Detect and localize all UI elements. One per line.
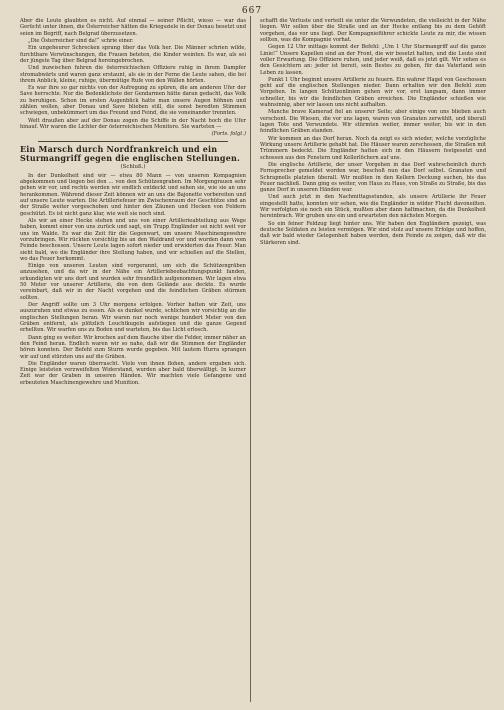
paragraph: schafft die Verluste und verteilt sie unter die Verwundeten, die vielleicht in der Nähe liegen. Wir sollen über die Straße und an der Hecke entlang bis zu dem Gehöft vorgehen, das vor uns liegt. Der Kompagnieführer schickte Leute zu mir, die wissen sollten, was die Kompagnie vorhat. <box>260 18 486 43</box>
paragraph: Und inzwischen fuhren die österreichischen Offiziere ruhig in ihrem Dampfer stromabwärts und waren ganz erstaunt, als sie in der Ferne die Leute sahen, die bei ihrem Anblick, kleine, ruhige, übermütige Rufe von den Wällen hörten. <box>20 65 246 84</box>
paragraph: Einige von unseren Leuten sind vorgerannt, um sich die Schützengräben anzusehen, und da wir in der Nähe ein Artilleriebeobachtungspunkt fanden, erkundigten wir uns dort und wurden sehr freundlich aufgenommen. Wir lagen etwa 50 Meter vor unserer Artillerie, die von dem Gelände aus deckte. Es wurde vereinbart, daß wir in der Nacht vorgehen und die feindlichen Gräben stürmen sollten. <box>20 263 246 301</box>
paragraph: Die englische Artillerie, der unser Vorgehen in das Dorf wahrscheinlich durch Fernsprecher gemeldet worden war, beschoß nun das Dorf selbst. Granaten und Schrapnells platzten überall. Wir mußten in den Kellern Deckung suchen, bis das Feuer nachließ. Dann ging es weiter, von Haus zu Haus, von Straße zu Straße, bis das ganze Dorf in unseren Händen war. <box>260 161 486 194</box>
paragraph: Gegen 12 Uhr mittags kommt der Befehl: „Um 1 Uhr Sturmangriff auf die ganze Linie!“ Unsere Kapellen sind an der Front, die wir besetzt halten, und die Leute sind voller Erwartung. Die Offiziere ruhen, und jeder weiß, daß es jetzt gilt. Wir sehen es den Gesichtern an: jeder ist bereit, sein Bestes zu geben, für das Vaterland sein Leben zu lassen. <box>260 44 486 76</box>
paragraph: Wir kommen an das Dorf heran. Noch da zeigt es sich wieder, welche vorzügliche Wirkung unsere Artillerie gehabt hat. Die Häuser waren zerschossen, die Straßen mit Trümmern bedeckt. Die Engländer hatten sich in den Häusern festgesetzt und schossen aus den Fenstern und Kellerlöchern auf uns. <box>260 135 486 161</box>
paragraph: Und auch jetzt in den Nachmittagsstunden, als unsere Artillerie ihr Feuer eingestellt hatte, konnten wir sehen, wie die Engländer in wilder Flucht davoneilten. Wir verfolgten sie noch ein Stück, mußten aber dann haltmachen, da die Dunkelheit hereinbrach. Wir gruben uns ein und erwarteten den nächsten Morgen. <box>260 194 486 220</box>
paragraph: Punkt 1 Uhr beginnt unsere Artillerie zu feuern. Ein wahrer Hagel von Geschossen geht auf die englischen Stellungen nieder. Dann erhalten wir den Befehl zum Vorgehen. In langen Schützenlinien gehen wir vor, erst langsam, dann immer schneller, bis wir die feindlichen Gräben erreichen. Die Engländer schießen wie wahnsinnig, aber wir lassen uns nicht aufhalten. <box>260 76 486 109</box>
section-rule <box>38 141 228 142</box>
paragraph: Ein ungeheurer Schrecken sprang über das Volk her. Die Männer schrien wilde, furchtbare Verwünschungen, die Frauen beteten, die Kinder weinten. Es war, als sei der jüngste Tag über Belgrad hereingebrochen. <box>20 45 246 64</box>
left-column <box>20 18 246 702</box>
paragraph: In der Dunkelheit sind wir — etwa 80 Mann — von unseren Kompagnien abgekommen und liegen bei den ... von den Schützengraben. Im Morgengrauen sehr gehen wir vor, und rechts werden wir endlich entdeckt und sehen sie, wie sie an uns herankommen. Während dieser Zeit können wir an uns die Bajonette vorbereiten und auf unsere Leute warten. Die Artilleriefeuer im Zwischenraum der Geschütze sind an der Straße weiter vorgeschoben und hinter den Zäunen und Hecken von Feldern geschützt. Es ist nicht ganz klar, wie weit sie noch sind. <box>20 172 246 217</box>
page-number: 667 <box>241 6 263 16</box>
article-headline: Ein Marsch durch Nordfrankreich und ein Sturmangriff gegen die englischen Stellungen. <box>20 143 240 164</box>
paragraph: Welt draußen aber auf der Donau zogen die Schiffe in der Nacht hoch die Ufer hinauf. Wir waren die Lichter der österreichischen Monitore. Sie warteten — <box>20 117 246 130</box>
paragraph: Manche brave Kamerad fiel an unserer Seite; aber einige von uns blieben auch verschont. Die Wiesen, die vor uns lagen, waren von Granaten zerwühlt, und überall lagen Tote und Verwundete. Wir stürmten weiter, immer weiter, bis wir in den feindlichen Gräben standen. <box>260 109 486 135</box>
continuation-note: (Forts. folgt.) <box>211 131 246 138</box>
paragraph: „Die Österreicher sind da!“ schrie einer. <box>28 37 134 44</box>
column-divider <box>250 16 251 702</box>
paragraph: Als wir an einer Hecke stehen und uns von einer Artillerieabteilung aus Wege haben, kommt einer von uns zurück und sagt, ein Trupp Engländer sei nicht weit vor uns im Walde. Es war die Zeit für die Gegenwart, um unsere Maschinengewehre vorzubringen. Wir rückten vorsichtig bis an den Waldrand vor und wurden dann vom Feinde beschossen. Unsere Leute lagen sofort nieder und erwiderten das Feuer. Man sieht bald, wo die Engländer ihre Stellung haben, und wir schießen auf die Stellen, wo das Feuer herkommt. <box>20 217 246 262</box>
paragraph: Dann ging es weiter. Wir krochen auf dem Bauche über die Felder, immer näher an den Feind heran. Endlich waren wir so nahe, daß wir die Stimmen der Engländer hören konnten. Der Befehl zum Sturm wurde gegeben. Mit lautem Hurra sprangen wir auf und stürzten uns auf die Gräben. <box>20 334 246 360</box>
right-column <box>260 18 486 702</box>
article-subtitle: (Schluß.) <box>120 164 146 171</box>
paragraph: Es war ihre so gar nichts von der Aufregung zu spüren, die am anderen Ufer der Save herrschte. Nur die Bedenklichste der Gendarmen hätte daran gedacht, das Volk zu beruhigen. Schon im ersten Augenblick hatte man unsere Augen höhnen und zählen wollen, aber Donau und Save blieben still, die sonst beredten Stimmen schwiegen, unbekümmert um das Freund und Feind, die sie voneinander trennten. <box>20 85 246 117</box>
paragraph: So ein feiner Feldzug liegt hinter uns. Wir haben den Engländern gezeigt, was deutsche Soldaten zu leisten vermögen. Wir sind stolz auf unsere Erfolge und hoffen, daß wir bald wieder Gelegenheit haben werden, dem Feinde zu zeigen, daß wir die Stärkeren sind. <box>260 220 486 246</box>
paragraph: Aber die Leute glaubten es nicht. Auf einmal — seiner Pflicht, wieso — war das Gerücht unter ihnen, die Österreicher hätten die Kriegsziele in der Donau besetzt und seien im Begriff, nach Belgrad überzusetzen. <box>20 18 246 37</box>
paragraph: Die Engländer waren überrascht. Viele von ihnen flohen, andere ergaben sich. Einige leisteten verzweifelten Widerstand, wurden aber bald überwältigt. In kurzer Zeit war der Graben in unseren Händen. Wir machten viele Gefangene und erbeuteten Maschinengewehre und Munition. <box>20 360 246 386</box>
paragraph: Der Angriff sollte um 3 Uhr morgens erfolgen. Vorher hatten wir Zeit, uns auszuruhen und etwas zu essen. Als es dunkel wurde, schlichen wir vorsichtig an die englischen Stellungen heran. Wir waren nur noch wenige hundert Meter von den Gräben entfernt, als plötzlich Leuchtkugeln aufstiegen und die ganze Gegend erhellten. Wir warfen uns zu Boden und warteten, bis das Licht erlosch. <box>20 302 246 334</box>
